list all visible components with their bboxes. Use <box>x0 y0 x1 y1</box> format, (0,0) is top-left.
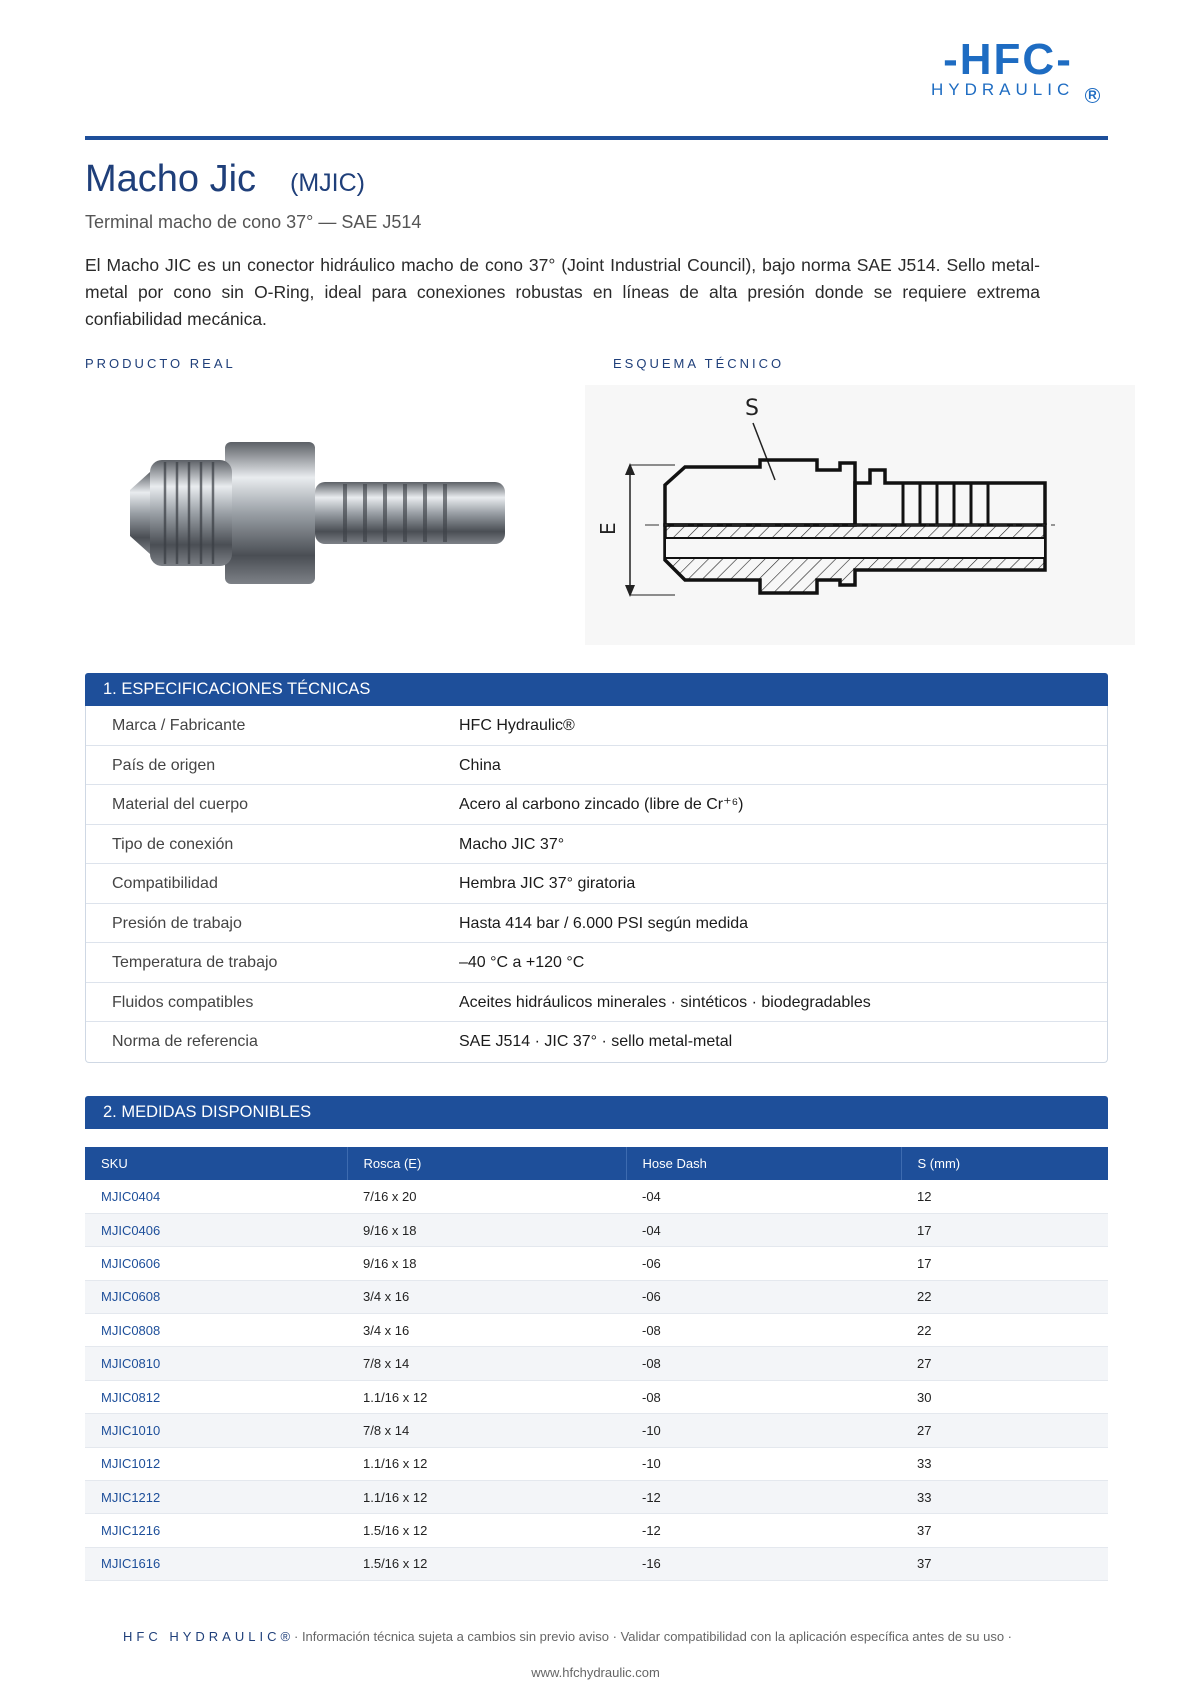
table-row <box>85 1514 1108 1547</box>
sku-cell: MJIC1616 <box>85 1547 347 1580</box>
header-divider <box>85 136 1108 140</box>
spec-row <box>86 983 1107 1023</box>
spec-key: Norma de referencia <box>112 1033 258 1050</box>
s-cell: 27 <box>901 1414 1108 1447</box>
table-row <box>85 1314 1108 1347</box>
thread-cell: 7/8 x 14 <box>347 1347 626 1380</box>
sku-cell: MJIC0808 <box>85 1314 347 1347</box>
spec-value: Aceites hidráulicos minerales · sintéticos · biodegradables <box>459 993 871 1011</box>
sku-cell: MJIC0608 <box>85 1280 347 1313</box>
spec-key: Material del cuerpo <box>112 796 249 813</box>
table-row <box>85 1481 1108 1514</box>
s-cell: 12 <box>901 1180 1108 1213</box>
table-row <box>85 1547 1108 1580</box>
thread-cell: 1.5/16 x 12 <box>347 1547 626 1580</box>
table-row <box>85 1447 1108 1480</box>
spec-key: Marca / Fabricante <box>112 717 246 734</box>
schema-s-label: S <box>745 396 759 421</box>
footer-disclaimer: · Información técnica sujeta a cambios sin previo aviso · Validar compatibilidad con la aplicación específica antes de su uso · <box>294 1629 1013 1644</box>
s-cell: 17 <box>901 1213 1108 1246</box>
specs-table <box>85 706 1108 1063</box>
logo-sub-text: HYDRAULIC <box>931 80 1075 99</box>
thread-cell: 9/16 x 18 <box>347 1247 626 1280</box>
table-row <box>85 1347 1108 1380</box>
table-row <box>85 1213 1108 1246</box>
technical-schematic <box>585 385 1135 645</box>
column-header-thread: Rosca (E) <box>347 1147 626 1180</box>
thread-cell: 1.1/16 x 12 <box>347 1481 626 1514</box>
thread-cell: 7/16 x 20 <box>347 1180 626 1213</box>
page-title: Macho Jic <box>85 158 257 200</box>
spec-value: Macho JIC 37° <box>459 835 565 853</box>
column-header-hose-dash: Hose Dash <box>626 1147 901 1180</box>
footer-website-link[interactable]: www.hfchydraulic.com <box>531 1665 660 1680</box>
registered-mark-icon: R <box>1085 88 1100 103</box>
table-row <box>85 1247 1108 1280</box>
thread-cell: 1.1/16 x 12 <box>347 1380 626 1413</box>
column-header-s: S (mm) <box>901 1147 1108 1180</box>
spec-value: SAE J514 · JIC 37° · sello metal-metal <box>459 1033 733 1050</box>
spec-key: Tipo de conexión <box>112 835 234 853</box>
spec-key: Presión de trabajo <box>112 914 242 932</box>
sku-cell: MJIC1212 <box>85 1481 347 1514</box>
product-photo <box>120 420 520 600</box>
dash-cell: -08 <box>626 1380 901 1413</box>
spec-row <box>86 825 1107 865</box>
logo-main-text: -HFC- <box>943 35 1073 84</box>
dash-cell: -08 <box>626 1347 901 1380</box>
thread-cell: 3/4 x 16 <box>347 1280 626 1313</box>
spec-value: Hembra JIC 37° giratoria <box>459 875 636 892</box>
dash-cell: -04 <box>626 1180 901 1213</box>
spec-row <box>86 864 1107 904</box>
column-header-sku: SKU <box>85 1147 347 1180</box>
spec-key: Temperatura de trabajo <box>112 954 278 971</box>
sku-cell: MJIC0606 <box>85 1247 347 1280</box>
spec-value: Acero al carbono zincado (libre de Cr⁺⁶) <box>459 796 744 813</box>
dash-cell: -06 <box>626 1247 901 1280</box>
table-row <box>85 1180 1108 1213</box>
thread-cell: 9/16 x 18 <box>347 1213 626 1246</box>
dash-cell: -10 <box>626 1414 901 1447</box>
table-row <box>85 1414 1108 1447</box>
thread-cell: 1.5/16 x 12 <box>347 1514 626 1547</box>
dash-cell: -06 <box>626 1280 901 1313</box>
dash-cell: -12 <box>626 1514 901 1547</box>
sku-cell: MJIC1010 <box>85 1414 347 1447</box>
spec-key: Fluidos compatibles <box>112 993 254 1011</box>
dash-cell: -16 <box>626 1547 901 1580</box>
table-row <box>85 1280 1108 1313</box>
footer-brand: HFC HYDRAULIC® <box>123 1629 295 1644</box>
sku-cell: MJIC0404 <box>85 1180 347 1213</box>
spec-row <box>86 706 1107 746</box>
s-cell: 33 <box>901 1481 1108 1514</box>
hfc-logo <box>913 35 1103 108</box>
sku-cell: MJIC0406 <box>85 1213 347 1246</box>
s-cell: 22 <box>901 1280 1108 1313</box>
s-cell: 37 <box>901 1547 1108 1580</box>
spec-value: HFC Hydraulic® <box>459 717 575 734</box>
spec-row <box>86 904 1107 944</box>
photo-label: PRODUCTO REAL <box>85 356 236 371</box>
schema-label: ESQUEMA TÉCNICO <box>613 356 785 371</box>
page-subtitle: Terminal macho de cono 37° — SAE J514 <box>85 212 422 232</box>
dash-cell: -04 <box>626 1213 901 1246</box>
s-cell: 17 <box>901 1247 1108 1280</box>
spec-value: China <box>459 756 501 774</box>
table-row <box>85 1380 1108 1413</box>
spec-value: –40 °C a +120 °C <box>459 954 585 971</box>
spec-key: Compatibilidad <box>112 875 218 892</box>
product-description: El Macho JIC es un conector hidráulico macho de cono 37° (Joint Industrial Council), bajo norma SAE J514. Sello metal-metal por cono sin O-Ring, ideal para conexiones robustas en líneas de alta presión donde se requiere extrema confiabilidad mecánica. <box>85 255 1040 329</box>
s-cell: 37 <box>901 1514 1108 1547</box>
sizes-heading: 2. MEDIDAS DISPONIBLES <box>85 1096 1108 1129</box>
sizes-table <box>85 1147 1108 1581</box>
spec-value: Hasta 414 bar / 6.000 PSI según medida <box>459 914 749 932</box>
sku-cell: MJIC0812 <box>85 1380 347 1413</box>
thread-cell: 3/4 x 16 <box>347 1314 626 1347</box>
spec-row <box>86 1022 1107 1062</box>
sku-cell: MJIC0810 <box>85 1347 347 1380</box>
spec-row <box>86 746 1107 786</box>
dash-cell: -12 <box>626 1481 901 1514</box>
spec-key: País de origen <box>112 756 216 774</box>
thread-cell: 1.1/16 x 12 <box>347 1447 626 1480</box>
thread-cell: 7/8 x 14 <box>347 1414 626 1447</box>
s-cell: 30 <box>901 1380 1108 1413</box>
sku-cell: MJIC1216 <box>85 1514 347 1547</box>
s-cell: 27 <box>901 1347 1108 1380</box>
sku-cell: MJIC1012 <box>85 1447 347 1480</box>
s-cell: 33 <box>901 1447 1108 1480</box>
table-header-row <box>85 1147 1108 1180</box>
spec-row <box>86 785 1107 825</box>
product-code: (MJIC) <box>290 169 365 197</box>
dash-cell: -10 <box>626 1447 901 1480</box>
dash-cell: -08 <box>626 1314 901 1347</box>
specs-heading: 1. ESPECIFICACIONES TÉCNICAS <box>85 673 1108 706</box>
spec-row <box>86 943 1107 983</box>
schema-e-label: E <box>596 522 620 535</box>
s-cell: 22 <box>901 1314 1108 1347</box>
